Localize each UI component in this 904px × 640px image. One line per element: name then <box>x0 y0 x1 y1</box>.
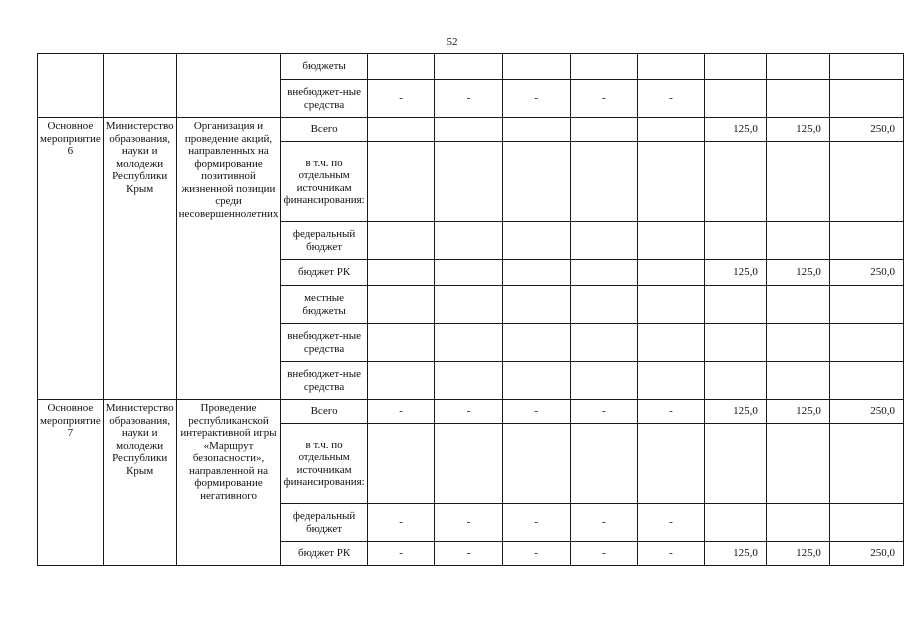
measure-name: Основное мероприятие 7 <box>38 400 104 566</box>
value-cell <box>704 80 766 118</box>
value-cell <box>638 222 705 260</box>
value-cell <box>638 324 705 362</box>
row-label: федеральный бюджет <box>281 504 367 542</box>
value-cell <box>367 222 435 260</box>
value-cell: - <box>570 504 638 542</box>
value-cell <box>766 142 829 222</box>
value-cell <box>502 424 570 504</box>
value-cell <box>570 260 638 286</box>
value-cell <box>435 286 503 324</box>
value-cell: - <box>367 542 435 566</box>
value-cell <box>829 362 903 400</box>
value-cell <box>638 362 705 400</box>
row-label: в т.ч. по отдельным источникам финансирования: <box>281 424 367 504</box>
row-label: бюджеты <box>281 54 367 80</box>
row-label: в т.ч. по отдельным источникам финансирования: <box>281 142 367 222</box>
value-cell: - <box>367 80 435 118</box>
empty-cell <box>38 54 104 118</box>
value-cell: 125,0 <box>704 118 766 142</box>
value-cell <box>638 286 705 324</box>
value-cell: - <box>638 504 705 542</box>
value-cell <box>766 80 829 118</box>
value-cell <box>638 142 705 222</box>
value-cell <box>829 222 903 260</box>
row-label: бюджет РК <box>281 542 367 566</box>
value-cell <box>435 424 503 504</box>
value-cell <box>367 362 435 400</box>
row-label: внебюджет-ные средства <box>281 324 367 362</box>
table-row <box>38 54 904 80</box>
value-cell: - <box>435 542 503 566</box>
responsible-executor: Министерство образования, науки и молодежи Республики Крым <box>103 118 176 400</box>
empty-cell <box>176 54 281 118</box>
value-cell <box>367 54 435 80</box>
value-cell: - <box>570 400 638 424</box>
value-cell <box>704 142 766 222</box>
value-cell <box>766 54 829 80</box>
value-cell <box>435 142 503 222</box>
value-cell <box>570 54 638 80</box>
value-cell <box>766 504 829 542</box>
value-cell <box>502 324 570 362</box>
value-cell <box>638 54 705 80</box>
value-cell <box>570 118 638 142</box>
value-cell <box>435 260 503 286</box>
value-cell <box>570 424 638 504</box>
value-cell: - <box>502 400 570 424</box>
value-cell <box>829 54 903 80</box>
value-cell <box>704 286 766 324</box>
value-cell <box>638 260 705 286</box>
row-label: внебюджет-ные средства <box>281 80 367 118</box>
empty-cell <box>103 54 176 118</box>
row-label: федеральный бюджет <box>281 222 367 260</box>
value-cell <box>502 118 570 142</box>
value-cell <box>704 504 766 542</box>
value-cell <box>502 54 570 80</box>
value-cell <box>766 286 829 324</box>
value-cell: 125,0 <box>766 400 829 424</box>
value-cell: 125,0 <box>704 260 766 286</box>
value-cell <box>367 118 435 142</box>
value-cell: - <box>367 400 435 424</box>
value-cell: 250,0 <box>829 118 903 142</box>
financing-table <box>37 53 904 566</box>
value-cell: 250,0 <box>829 400 903 424</box>
table-row <box>38 118 904 142</box>
value-cell <box>766 222 829 260</box>
value-cell <box>502 362 570 400</box>
value-cell <box>829 286 903 324</box>
value-cell <box>502 222 570 260</box>
value-cell: 125,0 <box>766 118 829 142</box>
value-cell <box>570 142 638 222</box>
value-cell <box>829 324 903 362</box>
row-label: внебюджет-ные средства <box>281 362 367 400</box>
value-cell <box>766 424 829 504</box>
table-row <box>38 400 904 424</box>
value-cell <box>367 286 435 324</box>
value-cell <box>638 118 705 142</box>
value-cell <box>704 324 766 362</box>
value-cell: - <box>502 504 570 542</box>
value-cell <box>435 118 503 142</box>
page-number: 52 <box>446 36 458 48</box>
row-label: бюджет РК <box>281 260 367 286</box>
value-cell: 125,0 <box>766 542 829 566</box>
value-cell: - <box>435 504 503 542</box>
value-cell: 250,0 <box>829 542 903 566</box>
responsible-executor: Министерство образования, науки и молодежи Республики Крым <box>103 400 176 566</box>
value-cell: 125,0 <box>766 260 829 286</box>
value-cell <box>502 286 570 324</box>
value-cell: 250,0 <box>829 260 903 286</box>
value-cell <box>638 424 705 504</box>
measure-description: Организация и проведение акций, направленных на формирование позитивной жизненной позиции среди несовершеннолетних <box>176 118 281 400</box>
value-cell <box>435 222 503 260</box>
value-cell: - <box>638 542 705 566</box>
row-label: Всего <box>281 118 367 142</box>
value-cell <box>367 142 435 222</box>
value-cell: 125,0 <box>704 400 766 424</box>
measure-description: Проведение республиканской интерактивной игры «Маршрут безопасности», направленной на формирование негативного <box>176 400 281 566</box>
value-cell <box>570 362 638 400</box>
value-cell: - <box>435 400 503 424</box>
value-cell <box>829 142 903 222</box>
value-cell <box>570 286 638 324</box>
value-cell <box>367 424 435 504</box>
value-cell <box>704 424 766 504</box>
value-cell: - <box>570 542 638 566</box>
value-cell: - <box>502 80 570 118</box>
value-cell <box>829 504 903 542</box>
value-cell <box>435 362 503 400</box>
value-cell: - <box>638 80 705 118</box>
value-cell: - <box>435 80 503 118</box>
value-cell <box>570 324 638 362</box>
value-cell: - <box>570 80 638 118</box>
value-cell <box>829 424 903 504</box>
value-cell <box>502 142 570 222</box>
value-cell <box>367 324 435 362</box>
value-cell <box>766 324 829 362</box>
value-cell <box>367 260 435 286</box>
value-cell: - <box>638 400 705 424</box>
value-cell <box>829 80 903 118</box>
value-cell <box>704 54 766 80</box>
row-label: местные бюджеты <box>281 286 367 324</box>
value-cell <box>570 222 638 260</box>
value-cell <box>704 362 766 400</box>
value-cell <box>502 260 570 286</box>
value-cell: 125,0 <box>704 542 766 566</box>
measure-name: Основное мероприятие 6 <box>38 118 104 400</box>
row-label: Всего <box>281 400 367 424</box>
value-cell: - <box>502 542 570 566</box>
value-cell <box>704 222 766 260</box>
value-cell <box>766 362 829 400</box>
value-cell <box>435 54 503 80</box>
value-cell <box>435 324 503 362</box>
value-cell: - <box>367 504 435 542</box>
